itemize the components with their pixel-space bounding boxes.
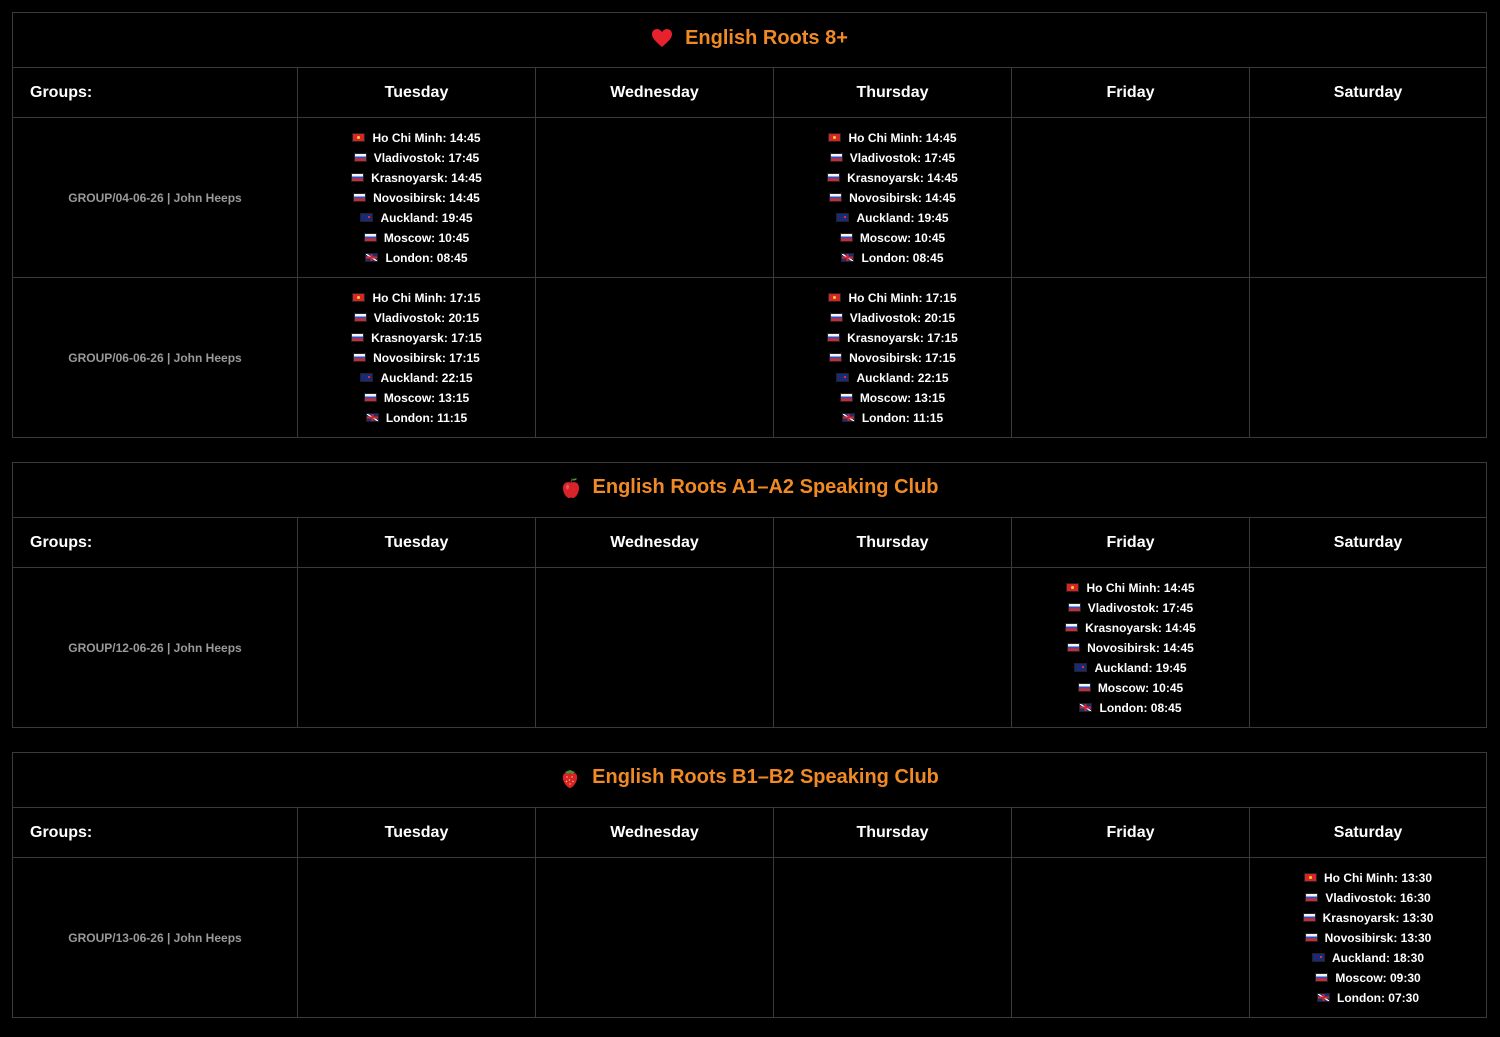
saturday-slot xyxy=(1250,568,1487,728)
city-time-text: Vladivostok: 16:30 xyxy=(1325,890,1431,905)
uk-flag-icon xyxy=(1317,993,1330,1002)
city-time-text: Krasnoyarsk: 13:30 xyxy=(1322,910,1434,925)
new-zealand-flag-icon xyxy=(360,213,373,222)
time-list xyxy=(351,288,482,428)
city-time xyxy=(827,248,958,268)
city-time xyxy=(1065,698,1196,718)
city-time-text: Novosibirsk: 17:15 xyxy=(849,350,956,365)
uk-flag-icon xyxy=(841,253,854,262)
day-header-wednesday: Wednesday xyxy=(536,518,774,568)
city-time xyxy=(827,128,958,148)
city-time xyxy=(1065,578,1196,598)
vietnam-flag-icon xyxy=(1066,583,1079,592)
russia-flag-icon xyxy=(351,173,364,182)
friday-slot xyxy=(1012,278,1250,438)
day-header-friday: Friday xyxy=(1012,518,1250,568)
schedule-table-a1-a2-speaking-club xyxy=(12,462,1487,728)
city-time-text: Vladivostok: 17:45 xyxy=(1087,600,1194,615)
section-title: English Roots B1–B2 Speaking Club xyxy=(592,766,939,789)
section-title-cell xyxy=(13,13,1487,68)
new-zealand-flag-icon xyxy=(1312,953,1325,962)
city-time-text: Krasnoyarsk: 17:15 xyxy=(371,330,482,345)
section-title-cell xyxy=(13,463,1487,518)
city-time xyxy=(351,248,482,268)
city-time xyxy=(827,188,958,208)
city-time xyxy=(351,148,482,168)
wednesday-slot xyxy=(536,278,774,438)
russia-flag-icon xyxy=(829,193,842,202)
uk-flag-icon xyxy=(365,253,378,262)
uk-flag-icon xyxy=(1079,703,1092,712)
new-zealand-flag-icon xyxy=(836,213,849,222)
russia-flag-icon xyxy=(354,313,367,322)
russia-flag-icon xyxy=(1305,893,1318,902)
time-list xyxy=(351,128,482,268)
russia-flag-icon xyxy=(829,353,842,362)
day-header-friday: Friday xyxy=(1012,808,1250,858)
city-time xyxy=(827,328,958,348)
russia-flag-icon xyxy=(830,153,843,162)
city-time xyxy=(351,188,482,208)
group-label: GROUP/12-06-26 | John Heeps xyxy=(13,568,298,728)
groups-header: Groups: xyxy=(13,68,298,118)
city-time-text: Krasnoyarsk: 17:15 xyxy=(847,330,958,345)
city-time xyxy=(827,308,958,328)
wednesday-slot xyxy=(536,568,774,728)
day-header-wednesday: Wednesday xyxy=(536,808,774,858)
city-time-text: Vladivostok: 20:15 xyxy=(373,310,480,325)
tuesday-slot xyxy=(298,568,536,728)
day-header-thursday: Thursday xyxy=(774,808,1012,858)
city-time xyxy=(827,228,958,248)
group-label: GROUP/06-06-26 | John Heeps xyxy=(13,278,298,438)
time-list xyxy=(827,128,958,268)
city-time-text: Ho Chi Minh: 17:15 xyxy=(372,290,481,305)
city-time xyxy=(1303,908,1434,928)
city-time xyxy=(827,368,958,388)
section-title: English Roots 8+ xyxy=(685,26,848,49)
russia-flag-icon xyxy=(830,313,843,322)
russia-flag-icon xyxy=(364,233,377,242)
city-time-text: Moscow: 10:45 xyxy=(1097,680,1184,695)
city-time-text: Vladivostok: 17:45 xyxy=(373,150,480,165)
city-time-text: London: 11:15 xyxy=(861,410,944,425)
tuesday-slot xyxy=(298,118,536,278)
day-header-saturday: Saturday xyxy=(1250,68,1487,118)
strawberry-icon xyxy=(560,767,580,789)
russia-flag-icon xyxy=(353,193,366,202)
city-time xyxy=(1303,888,1434,908)
vietnam-flag-icon xyxy=(828,133,841,142)
city-time-text: Auckland: 19:45 xyxy=(1094,660,1187,675)
group-label: GROUP/04-06-26 | John Heeps xyxy=(13,118,298,278)
vietnam-flag-icon xyxy=(828,293,841,302)
vietnam-flag-icon xyxy=(352,133,365,142)
city-time-text: Novosibirsk: 17:15 xyxy=(373,350,480,365)
city-time xyxy=(351,208,482,228)
city-time-text: Krasnoyarsk: 14:45 xyxy=(1085,620,1196,635)
russia-flag-icon xyxy=(1305,933,1318,942)
new-zealand-flag-icon xyxy=(1074,663,1087,672)
city-time-text: London: 07:30 xyxy=(1337,990,1420,1005)
thursday-slot xyxy=(774,278,1012,438)
city-time xyxy=(351,348,482,368)
section-title: English Roots A1–A2 Speaking Club xyxy=(592,476,939,499)
city-time-text: Auckland: 19:45 xyxy=(380,210,473,225)
saturday-slot xyxy=(1250,858,1487,1018)
city-time xyxy=(351,128,482,148)
russia-flag-icon xyxy=(354,153,367,162)
city-time-text: Novosibirsk: 14:45 xyxy=(849,190,956,205)
day-header-saturday: Saturday xyxy=(1250,808,1487,858)
time-list xyxy=(1065,578,1196,718)
wednesday-slot xyxy=(536,118,774,278)
vietnam-flag-icon xyxy=(1304,873,1317,882)
city-time-text: Novosibirsk: 13:30 xyxy=(1324,930,1432,945)
russia-flag-icon xyxy=(840,233,853,242)
city-time-text: Novosibirsk: 14:45 xyxy=(373,190,480,205)
groups-header: Groups: xyxy=(13,808,298,858)
russia-flag-icon xyxy=(1068,603,1081,612)
city-time xyxy=(351,168,482,188)
day-header-tuesday: Tuesday xyxy=(298,68,536,118)
city-time-text: Vladivostok: 17:45 xyxy=(849,150,956,165)
city-time xyxy=(351,308,482,328)
thursday-slot xyxy=(774,118,1012,278)
day-header-wednesday: Wednesday xyxy=(536,68,774,118)
new-zealand-flag-icon xyxy=(360,373,373,382)
city-time xyxy=(1303,948,1434,968)
city-time xyxy=(1065,658,1196,678)
city-time xyxy=(1303,988,1434,1008)
russia-flag-icon xyxy=(364,393,377,402)
groups-header: Groups: xyxy=(13,518,298,568)
city-time-text: London: 08:45 xyxy=(1099,700,1182,715)
city-time xyxy=(827,388,958,408)
city-time xyxy=(1303,868,1434,888)
russia-flag-icon xyxy=(1315,973,1328,982)
day-header-thursday: Thursday xyxy=(774,518,1012,568)
city-time-text: Novosibirsk: 14:45 xyxy=(1087,640,1194,655)
vietnam-flag-icon xyxy=(352,293,365,302)
uk-flag-icon xyxy=(366,413,379,422)
russia-flag-icon xyxy=(827,173,840,182)
city-time-text: Krasnoyarsk: 14:45 xyxy=(371,170,482,185)
city-time-text: Moscow: 10:45 xyxy=(859,230,946,245)
city-time-text: Auckland: 22:15 xyxy=(380,370,473,385)
friday-slot xyxy=(1012,858,1250,1018)
city-time-text: London: 08:45 xyxy=(861,250,944,265)
friday-slot xyxy=(1012,568,1250,728)
city-time-text: Vladivostok: 20:15 xyxy=(849,310,956,325)
day-header-tuesday: Tuesday xyxy=(298,518,536,568)
city-time xyxy=(1065,638,1196,658)
russia-flag-icon xyxy=(827,333,840,342)
section-title-cell xyxy=(13,753,1487,808)
city-time-text: Auckland: 19:45 xyxy=(856,210,949,225)
city-time xyxy=(827,168,958,188)
day-header-friday: Friday xyxy=(1012,68,1250,118)
new-zealand-flag-icon xyxy=(836,373,849,382)
city-time-text: Ho Chi Minh: 14:45 xyxy=(848,130,957,145)
day-header-tuesday: Tuesday xyxy=(298,808,536,858)
city-time xyxy=(351,228,482,248)
city-time xyxy=(351,288,482,308)
city-time-text: Moscow: 13:15 xyxy=(383,390,470,405)
city-time-text: Auckland: 18:30 xyxy=(1331,950,1425,965)
city-time xyxy=(351,368,482,388)
city-time xyxy=(351,408,482,428)
russia-flag-icon xyxy=(1078,683,1091,692)
city-time-text: Auckland: 22:15 xyxy=(856,370,949,385)
city-time-text: London: 11:15 xyxy=(385,410,468,425)
schedule-table-english-roots-8 xyxy=(12,12,1487,438)
friday-slot xyxy=(1012,118,1250,278)
day-header-saturday: Saturday xyxy=(1250,518,1487,568)
city-time-text: Ho Chi Minh: 13:30 xyxy=(1324,870,1433,885)
tuesday-slot xyxy=(298,858,536,1018)
saturday-slot xyxy=(1250,278,1487,438)
uk-flag-icon xyxy=(842,413,855,422)
city-time-text: Krasnoyarsk: 14:45 xyxy=(847,170,958,185)
day-header-thursday: Thursday xyxy=(774,68,1012,118)
russia-flag-icon xyxy=(1303,913,1316,922)
city-time-text: Ho Chi Minh: 17:15 xyxy=(848,290,957,305)
schedule-table-b1-b2-speaking-club xyxy=(12,752,1487,1018)
wednesday-slot xyxy=(536,858,774,1018)
city-time xyxy=(827,288,958,308)
city-time xyxy=(1303,928,1434,948)
tuesday-slot xyxy=(298,278,536,438)
time-list xyxy=(827,288,958,428)
city-time xyxy=(351,328,482,348)
city-time xyxy=(1065,678,1196,698)
city-time xyxy=(1065,598,1196,618)
city-time-text: London: 08:45 xyxy=(385,250,468,265)
russia-flag-icon xyxy=(351,333,364,342)
city-time xyxy=(827,348,958,368)
city-time xyxy=(827,148,958,168)
city-time xyxy=(351,388,482,408)
time-list xyxy=(1303,868,1434,1008)
city-time xyxy=(827,208,958,228)
russia-flag-icon xyxy=(1067,643,1080,652)
red-heart-icon xyxy=(651,28,673,48)
russia-flag-icon xyxy=(840,393,853,402)
russia-flag-icon xyxy=(1065,623,1078,632)
city-time-text: Moscow: 10:45 xyxy=(383,230,470,245)
city-time-text: Ho Chi Minh: 14:45 xyxy=(372,130,481,145)
city-time xyxy=(1303,968,1434,988)
city-time-text: Moscow: 13:15 xyxy=(859,390,946,405)
thursday-slot xyxy=(774,568,1012,728)
city-time-text: Moscow: 09:30 xyxy=(1335,970,1421,985)
saturday-slot xyxy=(1250,118,1487,278)
city-time xyxy=(827,408,958,428)
group-label: GROUP/13-06-26 | John Heeps xyxy=(13,858,298,1018)
city-time-text: Ho Chi Minh: 14:45 xyxy=(1086,580,1195,595)
city-time xyxy=(1065,618,1196,638)
thursday-slot xyxy=(774,858,1012,1018)
russia-flag-icon xyxy=(353,353,366,362)
red-apple-icon xyxy=(561,477,581,499)
